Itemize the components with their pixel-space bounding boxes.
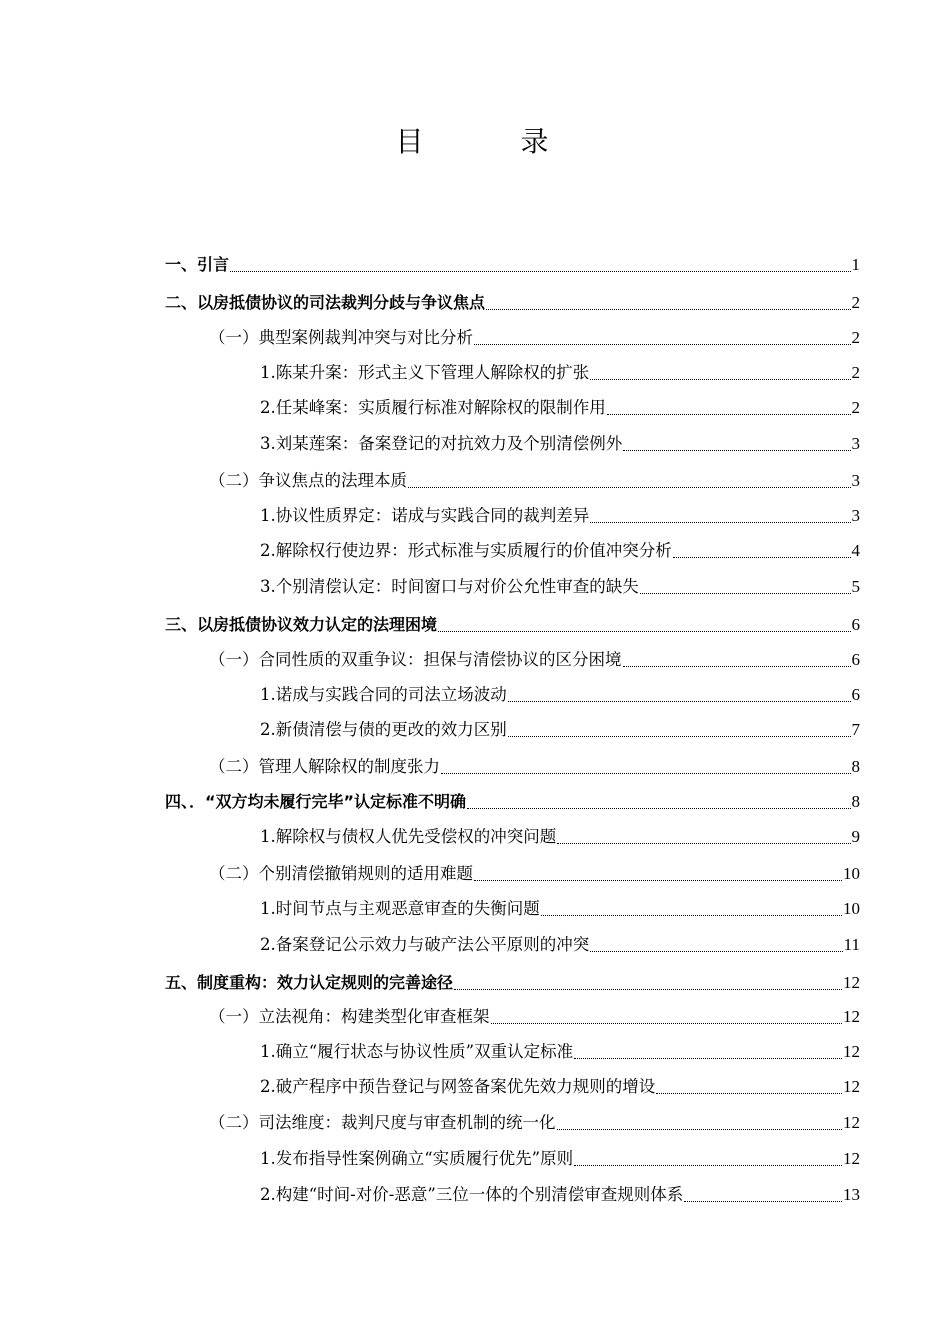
toc-dot-leader (640, 593, 851, 594)
toc-page-number: 2 (851, 328, 860, 347)
toc-page-number: 10 (843, 899, 860, 918)
toc-page-number: 2 (851, 398, 860, 417)
toc-page-number: 12 (843, 1113, 860, 1132)
toc-dot-leader (623, 450, 850, 451)
toc-entry-title: 1.协议性质界定：诺成与实践合同的裁判差异 (260, 506, 590, 525)
toc-entry[interactable] (260, 1182, 860, 1208)
toc-entry-title: （二）管理人解除权的制度张力 (209, 757, 440, 776)
toc-entry[interactable] (260, 682, 860, 708)
toc-entry-title: 3.个别清偿认定：时间窗口与对价公允性审查的缺失 (260, 577, 639, 596)
toc-dot-leader (467, 808, 850, 809)
toc-entry[interactable] (209, 647, 860, 673)
toc-entry-title: 1.陈某升案：形式主义下管理人解除权的扩张 (260, 363, 590, 382)
toc-page-number: 11 (843, 935, 860, 954)
toc-dot-leader (656, 1093, 842, 1094)
toc-entry-title: 2.解除权行使边界：形式标准与实质履行的价值冲突分析 (260, 541, 672, 560)
toc-entry-title: 三、以房抵债协议效力认定的法理困境 (165, 615, 438, 634)
toc-entry[interactable] (260, 395, 860, 421)
toc-entry[interactable] (260, 1146, 860, 1172)
toc-page-number: 12 (843, 1077, 860, 1096)
toc-page-number: 2 (851, 363, 860, 382)
toc-page-number: 12 (843, 1042, 860, 1061)
toc-dot-leader (508, 736, 851, 737)
toc-entry[interactable] (209, 861, 860, 887)
toc-dot-leader (474, 880, 842, 881)
toc-entry-title: 1.时间节点与主观恶意审查的失衡问题 (260, 899, 540, 918)
toc-entry[interactable] (209, 325, 860, 351)
toc-page-number: 3 (851, 471, 860, 490)
toc-dot-leader (438, 631, 850, 632)
toc-entry[interactable] (260, 1074, 860, 1100)
toc-entry-title: 二、以房抵债协议的司法裁判分歧与争议焦点 (165, 293, 486, 312)
toc-page-number: 12 (843, 973, 860, 992)
toc-page-number: 9 (851, 827, 860, 846)
toc-page-number: 12 (843, 1149, 860, 1168)
toc-entry-title: 2.构建“时间-对价-恶意”三位一体的个别清偿审查规则体系 (260, 1185, 684, 1204)
toc-entry[interactable] (165, 970, 860, 996)
toc-dot-leader (574, 1165, 842, 1166)
toc-entry[interactable] (209, 468, 860, 494)
toc-dot-leader (590, 522, 850, 523)
toc-entry-title: （二）争议焦点的法理本质 (209, 471, 407, 490)
toc-entry[interactable] (260, 538, 860, 564)
toc-page-number: 12 (843, 1007, 860, 1026)
toc-dot-leader (441, 773, 851, 774)
toc-entry-title: 2.备案登记公示效力与破产法公平原则的冲突 (260, 935, 590, 954)
toc-entry[interactable] (260, 431, 860, 457)
toc-entry-title: 1.发布指导性案例确立“实质履行优先”原则 (260, 1149, 574, 1168)
toc-dot-leader (673, 557, 851, 558)
page-title: 目 录 (395, 125, 593, 158)
toc-page-number: 7 (851, 720, 860, 739)
toc-dot-leader (590, 379, 850, 380)
toc-page-number: 4 (851, 541, 860, 560)
toc-entry-title: 1.解除权与债权人优先受偿权的冲突问题 (260, 827, 557, 846)
toc-dot-leader (408, 487, 851, 488)
toc-entry[interactable] (260, 574, 860, 600)
toc-entry[interactable] (165, 252, 860, 278)
toc-dot-leader (508, 701, 851, 702)
toc-page-number: 3 (851, 434, 860, 453)
toc-dot-leader (474, 344, 851, 345)
toc-page-number: 1 (851, 255, 860, 274)
toc-entry-title: 2.新债清偿与债的更改的效力区别 (260, 720, 507, 739)
toc-entry-title: （一）立法视角：构建类型化审查框架 (209, 1007, 490, 1026)
toc-entry[interactable] (260, 1039, 860, 1065)
toc-entry[interactable] (165, 789, 860, 815)
toc-entry-title: 2.破产程序中预告登记与网签备案优先效力规则的增设 (260, 1077, 656, 1096)
toc-page-number: 3 (851, 506, 860, 525)
toc-entry-title: 五、制度重构：效力认定规则的完善途径 (165, 973, 454, 992)
toc-entry-title: 2.任某峰案：实质履行标准对解除权的限制作用 (260, 398, 606, 417)
toc-entry[interactable] (260, 717, 860, 743)
toc-entry[interactable] (260, 360, 860, 386)
toc-entry-title: 1.诺成与实践合同的司法立场波动 (260, 685, 507, 704)
toc-dot-leader (590, 951, 842, 952)
toc-dot-leader (454, 989, 842, 990)
toc-entry[interactable] (165, 612, 860, 638)
toc-dot-leader (491, 1023, 843, 1024)
toc-page-number: 8 (851, 757, 860, 776)
toc-dot-leader (623, 666, 851, 667)
toc-dot-leader (557, 1129, 843, 1130)
toc-page-number: 13 (843, 1185, 860, 1204)
toc-entry[interactable] (209, 1004, 860, 1030)
toc-entry-title: （二）个别清偿撤销规则的适用难题 (209, 864, 473, 883)
toc-entry-title: 1.确立“履行状态与协议性质”双重认定标准 (260, 1042, 574, 1061)
toc-entry-title: （一）典型案例裁判冲突与对比分析 (209, 328, 473, 347)
toc-entry-title: 四、．“双方均未履行完毕”认定标准不明确 (165, 792, 467, 811)
toc-entry[interactable] (260, 503, 860, 529)
toc-entry-title: 一、引言 (165, 255, 230, 274)
toc-entry-title: （二）司法维度：裁判尺度与审查机制的统一化 (209, 1113, 556, 1132)
toc-page-number: 6 (851, 685, 860, 704)
toc-page-number: 6 (851, 615, 860, 634)
toc-page-number: 10 (843, 864, 860, 883)
toc-entry[interactable] (209, 1110, 860, 1136)
toc-dot-leader (684, 1201, 842, 1202)
toc-entry-title: 3.刘某莲案：备案登记的对抗效力及个别清偿例外 (260, 434, 623, 453)
toc-dot-leader (607, 414, 851, 415)
toc-dot-leader (230, 271, 850, 272)
toc-dot-leader (574, 1058, 842, 1059)
toc-entry[interactable] (165, 290, 860, 316)
toc-entry[interactable] (209, 754, 860, 780)
toc-entry[interactable] (260, 824, 860, 850)
toc-page-number: 5 (851, 577, 860, 596)
toc-page-number: 8 (851, 792, 860, 811)
toc-page-number: 6 (851, 650, 860, 669)
toc-dot-leader (541, 915, 842, 916)
toc-entry[interactable] (260, 896, 860, 922)
toc-page-number: 2 (851, 293, 860, 312)
toc-dot-leader (486, 309, 850, 310)
toc-entry-title: （一）合同性质的双重争议：担保与清偿协议的区分困境 (209, 650, 622, 669)
toc-entry[interactable] (260, 932, 860, 958)
toc-dot-leader (557, 843, 850, 844)
